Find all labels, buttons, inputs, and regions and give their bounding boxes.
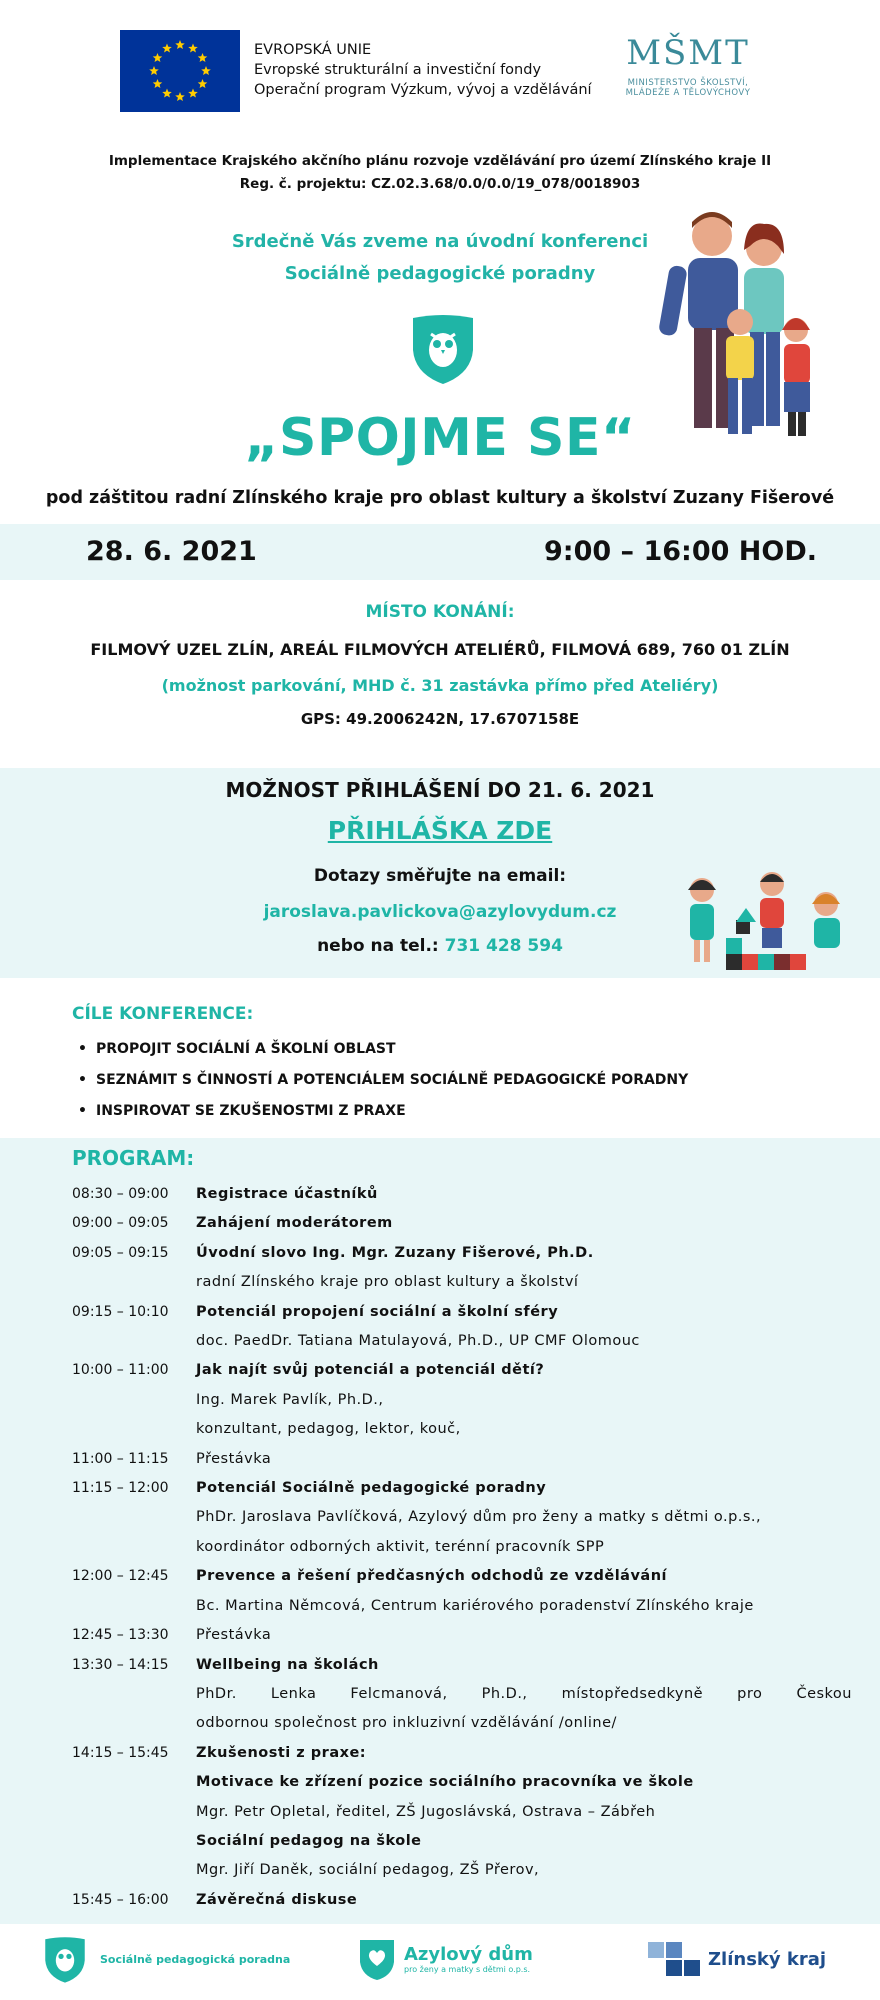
- program-row: [72, 1298, 852, 1327]
- eu-flag-logo: [120, 30, 240, 112]
- invitation: [160, 226, 720, 290]
- footer-azyl-sub: pro ženy a matky s dětmi o.p.s.: [404, 1965, 531, 1974]
- program-time: 09:15 – 10:10: [72, 1303, 169, 1320]
- program-time: 09:00 – 09:05: [72, 1215, 169, 1232]
- event-title: „SPOJME SE“: [244, 408, 636, 468]
- program-row: [72, 1474, 852, 1503]
- goal-item-2: • SEZNÁMIT S ČINNOSTÍ A POTENCIÁLEM SOCIÁLNĚ PEDAGOGICKÉ PORADNY: [78, 1065, 688, 1096]
- program-text: Přestávka: [196, 1450, 272, 1467]
- program-row: [72, 1356, 852, 1385]
- contact-question: Dotazy směřujte na email:: [313, 866, 567, 886]
- project-info: [0, 150, 880, 196]
- program-text: Jak najít svůj potenciál a potenciál dětí?: [196, 1362, 545, 1379]
- program-time: [72, 1798, 196, 1827]
- goal-item-3: • INSPIROVAT SE ZKUŠENOSTMI Z PRAXE: [78, 1096, 688, 1127]
- venue-address: FILMOVÝ UZEL ZLÍN, AREÁL FILMOVÝCH ATELIÉRŮ, FILMOVÁ 689, 760 01 ZLÍN: [90, 640, 790, 659]
- venue-parking: (možnost parkování, MHD č. 31 zastávka přímo před Ateliéry): [161, 676, 719, 695]
- program-time: [72, 1386, 196, 1415]
- program-time: 12:45 – 13:30: [72, 1627, 169, 1644]
- footer-zlinsky-kraj-text: Zlínský kraj: [708, 1948, 827, 1970]
- program-row: [72, 1709, 852, 1738]
- azyl-heart-icon: [354, 1936, 400, 1982]
- program-text: Ing. Marek Pavlík, Ph.D.,: [196, 1391, 384, 1408]
- program-text: Mgr. Petr Opletal, ředitel, ZŠ Jugoslávská, Ostrava – Zábřeh: [196, 1803, 656, 1820]
- program-text: Potenciál Sociálně pedagogické poradny: [196, 1480, 547, 1497]
- program-row: [72, 1827, 852, 1856]
- eu-line-2: Evropské strukturální a investiční fondy: [254, 62, 542, 78]
- program-time: 08:30 – 09:00: [72, 1186, 169, 1202]
- program-text: Sociální pedagog na škole: [196, 1832, 422, 1849]
- program-time: [72, 1592, 196, 1621]
- program-row: [72, 1503, 852, 1532]
- zlinsky-kraj-squares-icon: [648, 1942, 700, 1976]
- program-time: 12:00 – 12:45: [72, 1568, 169, 1585]
- program-time: [72, 1533, 196, 1562]
- program-row: [72, 1592, 852, 1621]
- owl-shield-small-icon: [40, 1934, 90, 1984]
- program-text: odbornou společnost pro inkluzivní vzdělávání /online/: [196, 1715, 617, 1732]
- program-row: [72, 1386, 852, 1415]
- program-row: [72, 1239, 852, 1268]
- program-text: Potenciál propojení sociální a školní sféry: [196, 1303, 559, 1320]
- footer-spp-logo: [40, 1934, 290, 1984]
- event-date: 28. 6. 2021: [86, 536, 257, 567]
- venue-gps: GPS: 49.2006242N, 17.6707158E: [300, 710, 580, 728]
- program-time: [72, 1680, 196, 1709]
- msmt-sub-1: MINISTERSTVO ŠKOLSTVÍ,: [627, 78, 749, 88]
- program-time: [72, 1768, 196, 1797]
- program-row: [72, 1533, 852, 1562]
- eu-line-1: EVROPSKÁ UNIE: [254, 42, 372, 58]
- project-line-2: Reg. č. projektu: CZ.02.3.68/0.0/0.0/19_078/0018903: [239, 176, 641, 192]
- footer-zlinsky-kraj-logo: [648, 1942, 826, 1976]
- program-text: Registrace účastníků: [196, 1186, 378, 1202]
- program-time: 11:15 – 12:00: [72, 1480, 169, 1497]
- program-time: [72, 1415, 196, 1444]
- program-row: [72, 1739, 852, 1768]
- program-text: koordinátor odborných aktivit, terénní pracovník SPP: [196, 1538, 605, 1555]
- program-text: Přestávka: [196, 1627, 272, 1644]
- program-time: 14:15 – 15:45: [72, 1744, 169, 1761]
- program-time: 09:05 – 09:15: [72, 1244, 169, 1261]
- program-time: 15:45 – 16:00: [72, 1891, 169, 1908]
- program-row: [72, 1768, 852, 1797]
- event-time: 9:00 – 16:00 HOD.: [544, 536, 818, 567]
- msmt-mark: MŠMT: [626, 33, 750, 73]
- program-row: [72, 1680, 852, 1709]
- program-text: konzultant, pedagog, lektor, kouč,: [196, 1421, 461, 1438]
- program-row: [72, 1327, 852, 1356]
- goals-list: [78, 1034, 688, 1127]
- patronage-text: pod záštitou radní Zlínského kraje pro oblast kultury a školství Zuzany Fišerové: [45, 488, 835, 508]
- program-time: [72, 1327, 196, 1356]
- eu-text: [254, 40, 592, 100]
- program-time: [72, 1503, 196, 1532]
- eu-line-3: Operační program Výzkum, vývoj a vzdělávání: [254, 82, 592, 98]
- program-text: radní Zlínského kraje pro oblast kultury a školství: [196, 1274, 579, 1291]
- program-row: [72, 1651, 852, 1680]
- contact-email-link[interactable]: jaroslava.pavlickova@azylovydum.cz: [263, 902, 617, 922]
- project-line-1: Implementace Krajského akčního plánu rozvoje vzdělávání pro území Zlínského kraje II: [108, 153, 772, 169]
- program-text: PhDr. Lenka Felcmanová, Ph.D., místopředsedkyně pro Českou: [196, 1685, 852, 1702]
- footer-spp-text: Sociálně pedagogická poradna: [100, 1952, 291, 1966]
- program-text: Wellbeing na školách: [196, 1656, 379, 1673]
- program-row: [72, 1268, 852, 1297]
- phone-number[interactable]: 731 428 594: [444, 936, 563, 956]
- program-row: [72, 1562, 852, 1591]
- program-heading: PROGRAM:: [72, 1146, 195, 1170]
- program-text: PhDr. Jaroslava Pavlíčková, Azylový dům pro ženy a matky s dětmi o.p.s.,: [196, 1509, 762, 1526]
- phone-label: nebo na tel.:: [317, 936, 445, 956]
- program-row: [72, 1209, 852, 1238]
- program-text: Prevence a řešení předčasných odchodů ze vzdělávání: [196, 1568, 667, 1585]
- program-time: 10:00 – 11:00: [72, 1362, 169, 1379]
- program-time: [72, 1709, 196, 1738]
- program-row: [72, 1621, 852, 1650]
- kids-blocks-illustration: [676, 868, 852, 974]
- program-text: doc. PaedDr. Tatiana Matulayová, Ph.D., UP CMF Olomouc: [196, 1333, 640, 1350]
- program-text: Závěrečná diskuse: [196, 1891, 358, 1908]
- program-text: Zkušenosti z praxe:: [196, 1744, 367, 1761]
- program-row: [72, 1180, 852, 1209]
- program-list: [72, 1180, 852, 1915]
- program-row: [72, 1415, 852, 1444]
- venue-heading: MÍSTO KONÁNÍ:: [365, 602, 515, 622]
- program-row: [72, 1798, 852, 1827]
- program-row: [72, 1445, 852, 1474]
- program-text: Úvodní slovo Ing. Mgr. Zuzany Fišerové, Ph.D.: [196, 1244, 594, 1261]
- program-row: [72, 1886, 852, 1915]
- footer-azyl-logo: [354, 1936, 533, 1982]
- invite-line-1: Srdečně Vás zveme na úvodní konferenci: [231, 231, 649, 252]
- program-text: Mgr. Jiří Daněk, sociální pedagog, ZŠ Přerov,: [196, 1862, 540, 1879]
- program-time: [72, 1827, 196, 1856]
- msmt-logo: [608, 28, 768, 98]
- program-time: [72, 1268, 196, 1297]
- goals-heading: CÍLE KONFERENCE:: [72, 1004, 254, 1024]
- goal-item-1: • PROPOJIT SOCIÁLNÍ A ŠKOLNÍ OBLAST: [78, 1034, 688, 1065]
- program-text: Motivace ke zřízení pozice sociálního pracovníka ve škole: [196, 1774, 694, 1791]
- msmt-sub-2: MLÁDEŽE A TĚLOVÝCHOVY: [625, 88, 751, 98]
- program-text: Zahájení moderátorem: [196, 1215, 393, 1232]
- footer-azyl-title: Azylový dům: [404, 1944, 533, 1965]
- registration-deadline: MOŽNOST PŘIHLÁŠENÍ DO 21. 6. 2021: [225, 778, 655, 802]
- program-time: 11:00 – 11:15: [72, 1450, 169, 1467]
- invite-line-2: Sociálně pedagogické poradny: [284, 263, 596, 284]
- owl-shield-icon: [405, 310, 481, 386]
- program-time: 13:30 – 14:15: [72, 1656, 169, 1673]
- program-row: [72, 1856, 852, 1885]
- program-time: [72, 1856, 196, 1885]
- program-text: Bc. Martina Němcová, Centrum kariérového poradenství Zlínského kraje: [196, 1597, 754, 1614]
- registration-link[interactable]: PŘIHLÁŠKA ZDE: [327, 816, 553, 845]
